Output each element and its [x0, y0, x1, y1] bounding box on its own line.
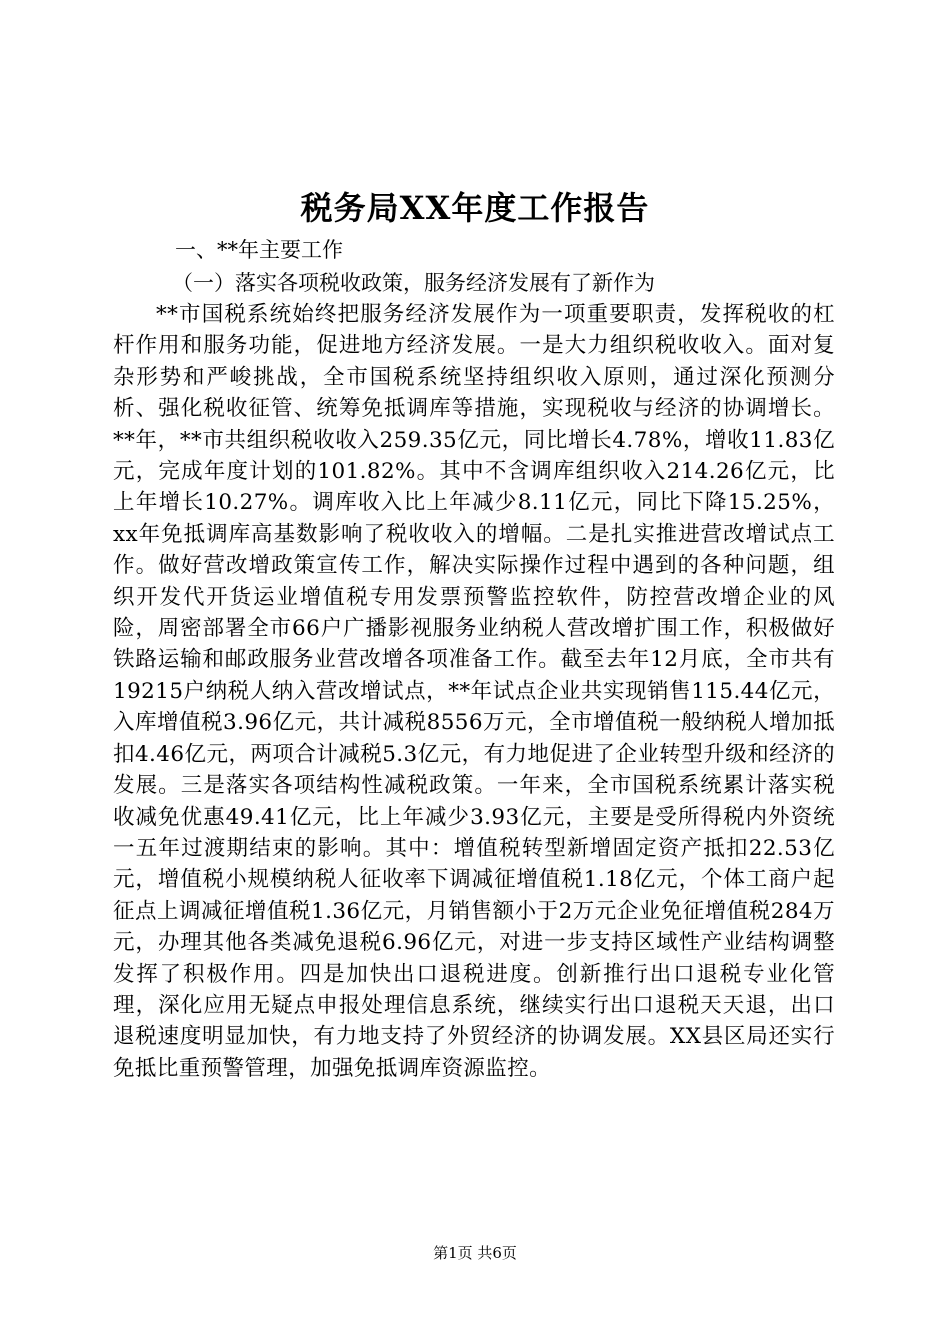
document-title: 税务局XX年度工作报告 — [300, 189, 650, 227]
body-paragraph: **市国税系统始终把服务经济发展作为一项重要职责，发挥税收的杠杆作用和服务功能，促进地方经济发展。一是大力组织税收收入。面对复杂形势和严峻挑战，全市国税系统坚持组织收入原则，通过深化预测分析、强化税收征管、统筹免抵调库等措施，实现税收与经济的协调增长。**年，**市共组织税收收入259.35亿元，同比增长4.78%，增收11.83亿元，完成年度计划的101.82%。其中不含调库组织收入214.26亿元，比上年增长10.27%。调库收入比上年减少8.11亿元，同比下降15.25%，xx年免抵调库高基数影响了税收收入的增幅。二是扎实推进营改增试点工作。做好营改增政策宣传工作，解决实际操作过程中遇到的各种问题，组织开发代开货运业增值税专用发票预警监控软件，防控营改增企业的风险，周密部署全市66户广播影视服务业纳税人营改增扩围工作，积极做好铁路运输和邮政服务业营改增各项准备工作。截至去年12月底，全市共有19215户纳税人纳入营改增试点，**年试点企业共实现销售115.44亿元，入库增值税3.96亿元，共计减税8556万元，全市增值税一般纳税人增加抵扣4.46亿元，两项合计减税5.3亿元，有力地促进了企业转型升级和经济的发展。三是落实各项结构性减税政策。一年来，全市国税系统累计落实税收减免优惠49.41亿元，比上年减少3.93亿元，主要是受所得税内外资统一五年过渡期结束的影响。其中：增值税转型新增固定资产抵扣22.53亿元，增值税小规模纳税人征收率下调减征增值税1.18亿元，个体工商户起征点上调减征增值税1.36亿元，月销售额小于2万元企业免征增值税284万元，办理其他各类减免退税6.96亿元，对进一步支持区域性产业结构调整发挥了积极作用。四是加快出口退税进度。创新推行出口退税专业化管理，深化应用无疑点申报处理信息系统，继续实行出口退税天天退，出口退税速度明显加快，有力地支持了外贸经济的协调发展。XX县区局还实行免抵比重预警管理，加强免抵调库资源监控。 — [113, 302, 835, 1081]
page-footer: 第1页 共6页 — [433, 1244, 517, 1262]
subsection-heading: （一）落实各项税收政策，服务经济发展有了新作为 — [172, 271, 655, 295]
section-heading: 一、**年主要工作 — [175, 238, 343, 262]
